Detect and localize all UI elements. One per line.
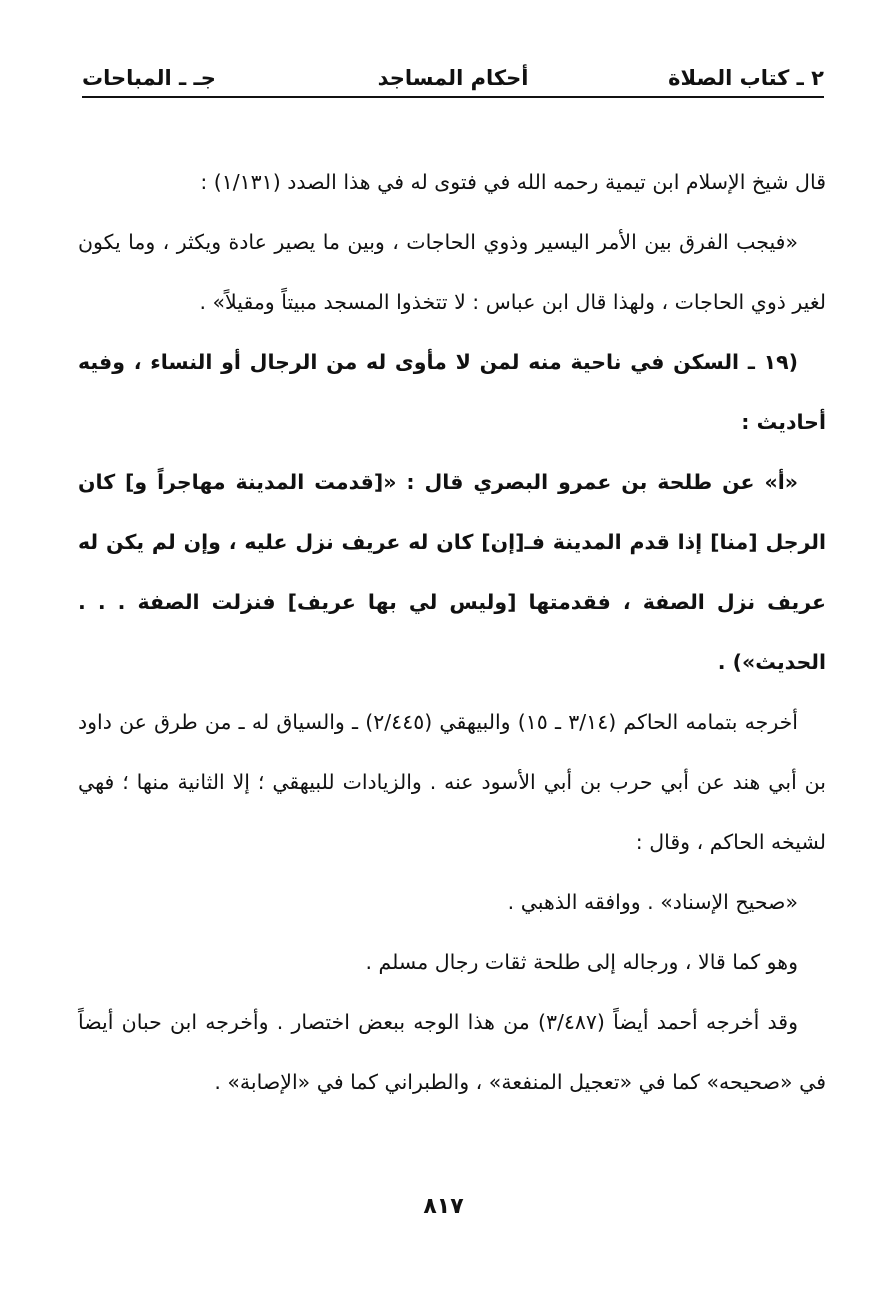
header-chapter-title: أحكام المساجد — [377, 66, 529, 90]
paragraph-grading: «صحيح الإسناد» . ووافقه الذهبي . — [507, 890, 798, 914]
paragraph-quote-ibn-taymiyyah: «فيجب الفرق بين الأمر اليسير وذوي الحاجات ، وبين ما يصير عادة ويكثر ، وما يكون لغير ذوي الحاجات ، ولهذا قال ابن عباس : لا تتخذوا المسجد مبيتاً ومقيلاً» . — [78, 230, 826, 314]
header-book-title: ٢ ـ كتاب الصلاة — [668, 66, 824, 90]
paragraph-further-takhrij: وقد أخرجه أحمد أيضاً (٣/٤٨٧) من هذا الوجه ببعض اختصار . وأخرجه ابن حبان أيضاً في «صحيحه» كما في «تعجيل المنفعة» ، والطبراني كما في «الإصابة» . — [78, 1010, 826, 1094]
paragraph-section-heading: (١٩ ـ السكن في ناحية منه لمن لا مأوى له من الرجال أو النساء ، وفيه أحاديث : — [78, 350, 826, 434]
paragraph-narrators: وهو كما قالا ، ورجاله إلى طلحة ثقات رجال مسلم . — [365, 950, 798, 974]
body-text — [78, 152, 826, 1112]
header-rule — [82, 96, 824, 98]
running-header — [82, 58, 824, 98]
paragraph-takhrij: أخرجه بتمامه الحاكم (٣/١٤ ـ ١٥) والبيهقي (٢/٤٤٥) ـ والسياق له ـ من طرق عن داود بن أبي هند عن أبي حرب بن أبي الأسود عنه . والزيادات للبيهقي ؛ إلا الثانية منها ؛ فهي لشيخه الحاكم ، وقال : — [78, 710, 826, 854]
header-section-title: جـ ـ المباحات — [82, 66, 216, 90]
paragraph-hadith: «أ» عن طلحة بن عمرو البصري قال : «[قدمت المدينة مهاجراً و] كان الرجل [منا] إذا قدم المدينة فـ[إن] كان له عريف نزل عليه ، وإن لم يكن له عريف نزل الصفة ، فقدمتها [وليس لي بها عريف] فنزلت الصفة . . . الحديث») . — [78, 470, 826, 674]
paragraph-intro: قال شيخ الإسلام ابن تيمية رحمه الله في فتوى له في هذا الصدد (١/١٣١) : — [200, 170, 826, 194]
page-number: ٨١٧ — [423, 1194, 464, 1219]
